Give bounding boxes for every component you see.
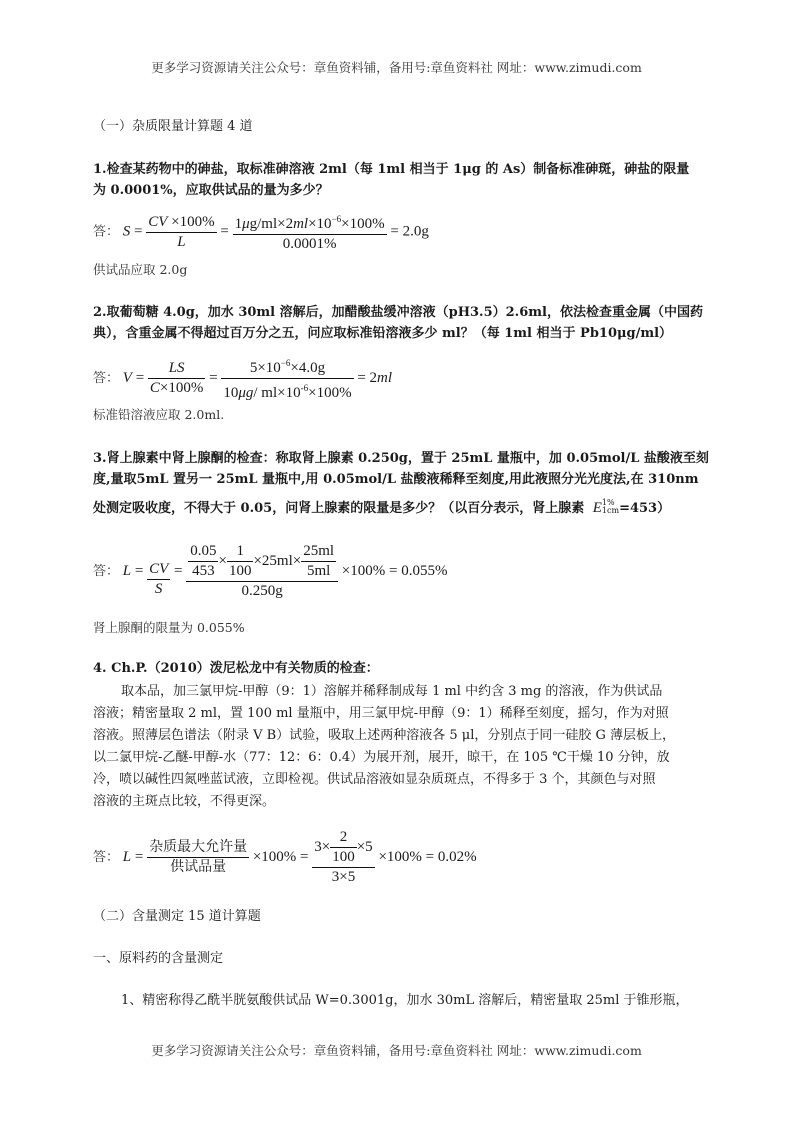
question-3-line-3-text: 处测定吸收度，不得大于 0.05，问肾上腺素的限量是多少？（以百分表示，肾上腺素 xyxy=(93,501,585,516)
item-1-text: 1、精密称得乙酰半胱氨酸供试品 W=0.3001g，加水 30mL 溶解后，精密量取 25ml 于锥形瓶， xyxy=(121,993,689,1008)
question-1-line-1: 1.检查某药物中的砷盐，取标准砷溶液 2ml（每 1ml 相当于 1μg 的 As）制备标准砷斑，砷盐的限量 xyxy=(93,162,690,177)
question-2-line-1: 2.取葡萄糖 4.0g，加水 30ml 溶解后，加醋酸盐缓冲溶液（pH3.5）2.6ml，依法检查重金属（中国药 xyxy=(93,305,703,320)
question-3-line-3-end: =453） xyxy=(619,501,671,516)
question-3-line-1: 3.肾上腺素中肾上腺酮的检查：称取肾上腺素 0.250g，置于 25mL 量瓶中，加 0.05mol/L 盐酸液至刻 xyxy=(93,451,709,466)
question-2-result: 标准铅溶液应取 2.0ml. xyxy=(93,407,225,422)
answer-label: 答： xyxy=(93,370,120,386)
question-4-line-7: 溶液的主斑点比较，不得更深。 xyxy=(93,794,276,809)
question-3-line-2: 度,量取5mL 置另一 25mL 量瓶中,用 0.05mol/L 盐酸液稀释至刻度,用此液照分光光度法,在 310nm xyxy=(93,472,699,487)
question-4-line-5: 以二氯甲烷-乙醚-甲醇-水（77：12：6：0.4）为展开剂，展开，晾干，在 105 ℃干燥 10 分钟，放 xyxy=(93,750,670,765)
question-2-line-2: 典），含重金属不得超过百万分之五，问应取标准铅溶液多少 ml？（每 1ml 相当于 Pb10μg/ml） xyxy=(93,326,673,341)
answer-label: 答： xyxy=(93,563,120,579)
section-2-title: （二）含量测定 15 道计算题 xyxy=(93,909,261,924)
question-3-line-3: 处测定吸收度，不得大于 0.05，问肾上腺素的限量是多少？（以百分表示，肾上腺素 E1% 1cm=453） xyxy=(93,497,671,516)
question-4-line-2: 取本品，加三氯甲烷-甲醇（9：1）溶解并稀释制成每 1 ml 中约含 3 mg 的溶液，作为供试品 xyxy=(121,684,663,699)
question-1-result: 供试品应取 2.0g xyxy=(93,262,188,277)
answer-label: 答： xyxy=(93,849,120,865)
formula-4: 答： L = $\frac{\text{杂质最大允许量}}{\text{供试品量}}$ ×100% = 3× $\frac{2}{100}$ ×5 3×5 ×100% = 0.02% xyxy=(93,829,477,885)
subsection-title: 一、原料药的含量测定 xyxy=(93,951,224,966)
formula-2: 答： V = $\frac{LS}{C\times 100\%}$ = $\frac{5\times 10^{-6}\times 4.0g}{10\mu g/ ml\times 10^{-6}\times 100\%}$ = 2ml xyxy=(93,354,392,403)
page-footer: 更多学习资源请关注公众号：章鱼资料铺，备用号:章鱼资料社 网址：www.zimudi.com xyxy=(151,1043,642,1058)
question-1-line-2: 为 0.0001%，应取供试品的量为多少？ xyxy=(93,183,329,198)
section-title: （一）杂质限量计算题 4 道 xyxy=(93,119,253,134)
page-header: 更多学习资源请关注公众号：章鱼资料铺，备用号:章鱼资料社 网址：www.zimudi.com xyxy=(151,60,642,75)
question-4-line-1: 4. Ch.P.（2010）泼尼松龙中有关物质的检查： xyxy=(93,661,379,676)
formula-3: 答： L = $\frac{CV}{S}$ = $\frac{0.05}{453}$ × $\frac{1}{100}$ ×25ml× $\frac{25ml}{5ml}$ 0.250g ×100% = 0.055% xyxy=(93,543,448,599)
question-4-line-4: 溶液。照薄层色谱法（附录 V B）试验，吸取上述两种溶液各 5 μl，分别点于同一硅胶 G 薄层板上， xyxy=(93,728,675,743)
question-3-result: 肾上腺酮的限量为 0.055% xyxy=(93,620,245,635)
question-4-line-3: 溶液；精密量取 2 ml，置 100 ml 量瓶中，用三氯甲烷-甲醇（9：1）稀释至刻度，摇匀，作为对照 xyxy=(93,706,669,721)
question-4-line-6: 冷，喷以碱性四氮唑蓝试液，立即检视。供试品溶液如显杂质斑点，不得多于 3 个，其颜色与对照 xyxy=(93,772,656,787)
formula-4-numerator: 杂质最大允许量 xyxy=(147,838,249,858)
formula-4-denominator: 供试品量 xyxy=(170,859,227,875)
formula-1: 答： S = $\frac{CV \times 100\%}{L}$ = $\frac{1\mu g/ml\times 2ml\times 10^{-6}\times 100\%}{0.0001\%}$ = 2.0g xyxy=(93,210,429,254)
answer-label: 答： xyxy=(93,224,120,240)
